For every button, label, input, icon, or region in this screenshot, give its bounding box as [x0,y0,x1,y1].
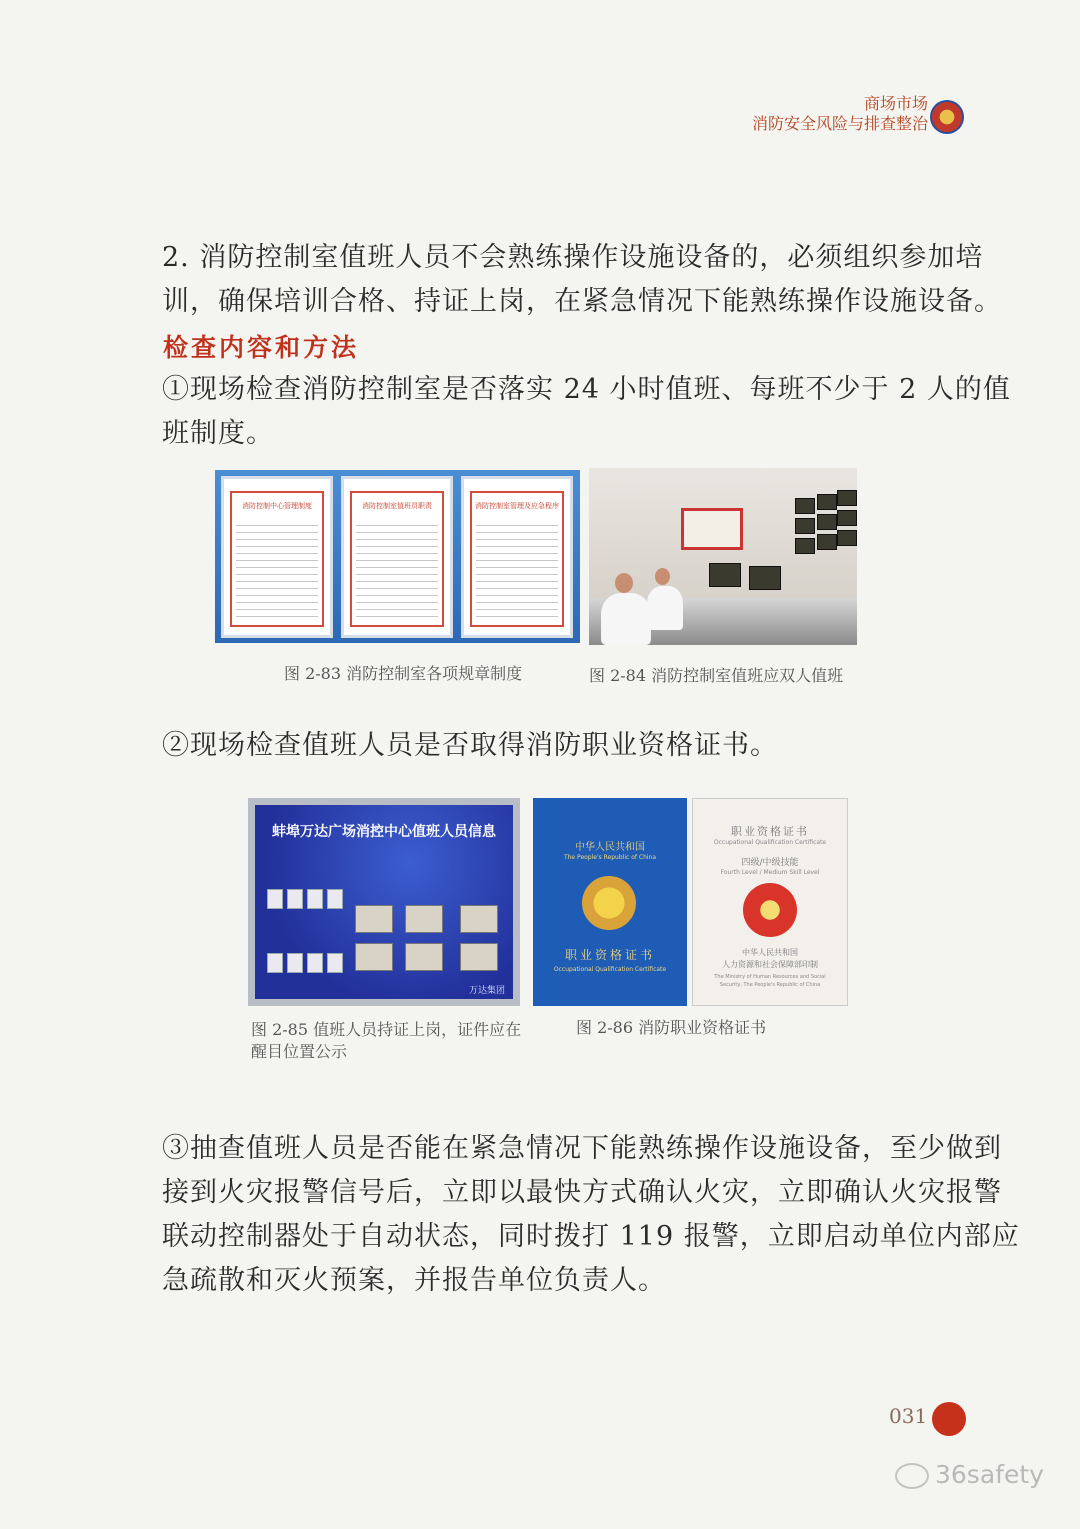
alarm-panel [681,508,743,550]
wechat-icon [895,1463,929,1489]
regulation-board [221,476,333,638]
cert-white-level: 四级/中级技能 [741,858,799,868]
watermark [895,1460,1044,1489]
regulation-board [341,476,453,638]
cert-white-title: 职业资格证书 [731,825,809,838]
board-title: 消防控制室管理及应急程序 [475,502,559,510]
paragraph-4: ③抽查值班人员是否能在紧急情况下能熟练操作设施设备，至少做到接到火灾报警信号后，立即以最快方式确认火灾，立即确认火灾报警联动控制器处于自动状态，同时拨打 119 报警，立即启动单位内部应急疏散和灭火预案，并报告单位负责人。 [162,1133,1020,1296]
operator-person [601,593,651,645]
paragraph-1: 2. 消防控制室值班人员不会熟练操作设施设备的，必须组织参加培训，确保培训合格、持证上岗，在紧急情况下能熟练操作设施设备。 [162,242,1002,317]
figure-85-caption: 图 2-85 值班人员持证上岗，证件应在醒目位置公示 [251,1020,522,1061]
certificate-inner-page [692,798,848,1006]
figure-control-room-photo [589,468,857,645]
board-title: 消防控制中心管理制度 [242,502,312,510]
duty-board-footer: 万达集团 [468,986,505,996]
board-title: 消防控制室值班员职责 [362,502,432,510]
operator-person [647,586,683,630]
cert-white-issuer2: 人力资源和社会保障部印制 [722,960,818,969]
running-header [752,94,928,134]
page-marker-dot [932,1402,966,1436]
header-line-1: 商场市场 [863,94,928,113]
page-number: 031 [889,1404,928,1428]
paragraph-2: ①现场检查消防控制室是否落实 24 小时值班、每班不少于 2 人的值班制度。 [162,374,1011,449]
figure-83-caption: 图 2-83 消防控制室各项规章制度 [284,664,523,683]
cert-blue-top1: 中华人民共和国 [575,842,645,853]
figure-regulation-boards [215,470,580,643]
figure-duty-staff-board [248,798,520,1006]
figure-86-caption: 图 2-86 消防职业资格证书 [576,1018,767,1037]
national-emblem-icon [743,883,797,937]
cert-white-issuer1: 中华人民共和国 [742,948,798,957]
cert-white-title-en: Occupational Qualification Certificate [713,839,827,846]
cert-white-issuer-en: The Ministry of Human Resources and Social Security, The People's Republic of China [714,974,826,988]
certificate-cover-blue [533,798,687,1006]
national-emblem-icon [582,876,636,930]
header-line-2: 消防安全风险与排查整治 [751,114,928,133]
cert-blue-top2: The People's Republic of China [563,854,657,861]
section-title: 检查内容和方法 [163,333,360,362]
cert-blue-name-en: Occupational Qualification Certificate [553,966,667,973]
paragraph-3: ②现场检查值班人员是否取得消防职业资格证书。 [162,730,778,761]
cert-blue-name: 职业资格证书 [564,948,655,962]
cert-white-level-en: Fourth Level / Medium Skill Level [720,869,820,876]
regulation-board [461,476,573,638]
watermark-text: 36safety [935,1460,1044,1489]
figure-84-caption: 图 2-84 消防控制室值班应双人值班 [589,666,844,685]
duty-board-title: 蚌埠万达广场消控中心值班人员信息 [272,824,496,840]
fire-emblem-icon [930,100,964,134]
